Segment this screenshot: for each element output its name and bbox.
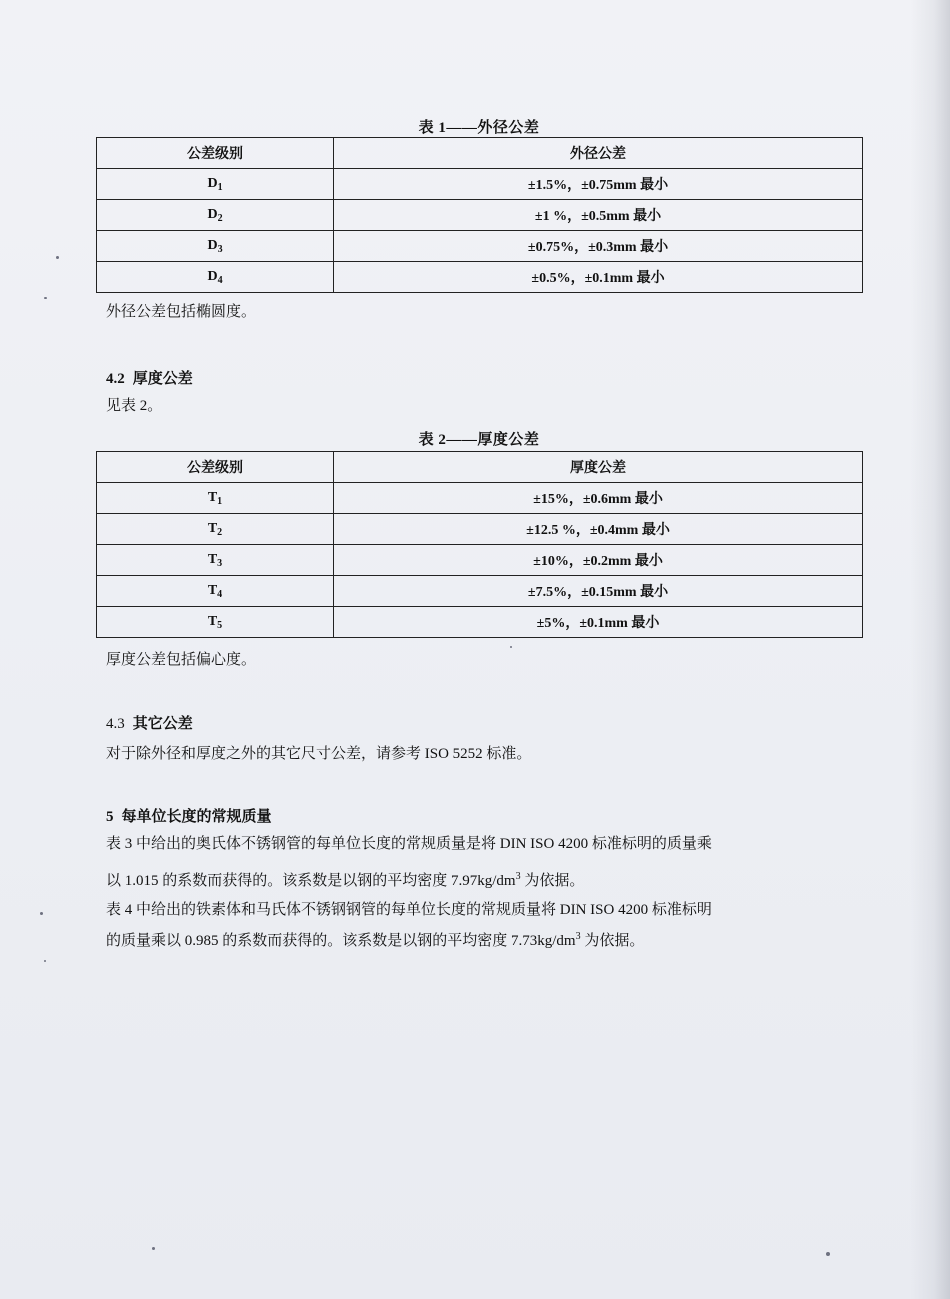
tolerance-cell: ±7.5%，±0.15mm 最小 [334,576,863,607]
page-edge-shadow [910,0,950,1299]
section-5-heading: 5 每单位长度的常规质量 [106,809,272,825]
table-row [97,607,863,638]
table2-header-grade: 公差级别 [97,452,334,483]
grade-cell: $D_1$ [97,169,334,200]
scan-speck [826,1252,830,1256]
table1-header-grade: 公差级别 [97,138,334,169]
table2-header-tolerance: 厚度公差 [334,452,863,483]
tolerance-cell: ±0.5%，±0.1mm 最小 [334,262,863,293]
table-row [97,231,863,262]
table2-thickness-tolerance [96,451,863,638]
section-5-para1-line1: 表 3 中给出的奥氏体不锈钢管的每单位长度的常规质量是将 DIN ISO 4200 标准标明的质量乘 [106,836,712,852]
table1-note: 外径公差包括椭圆度。 [106,304,257,320]
table1-outer-diameter-tolerance [96,137,863,293]
tolerance-cell: ±12.5 %，±0.4mm 最小 [334,514,863,545]
grade-cell: $D_4$ [97,262,334,293]
table-header-row [97,138,863,169]
scan-speck [56,256,59,259]
table1-header-tolerance: 外径公差 [334,138,863,169]
section-4-3-text: 对于除外径和厚度之外的其它尺寸公差，请参考 ISO 5252 标准。 [106,746,532,762]
scan-speck [44,960,46,962]
tolerance-cell: ±1.5%，±0.75mm 最小 [334,169,863,200]
scan-speck [510,646,512,648]
tolerance-cell: ±5%，±0.1mm 最小 [334,607,863,638]
scan-speck [152,1247,155,1250]
section-5-para1-line2: 以 1.015 的系数而获得的。该系数是以钢的平均密度 $7.97kg/dm^3$ 为依据。 [106,871,585,889]
grade-cell: $T_5$ [97,607,334,638]
table-header-row [97,452,863,483]
table1-caption: 表 1——外径公差 [418,120,540,136]
table-row [97,483,863,514]
table-row [97,169,863,200]
table-row [97,545,863,576]
scan-speck [44,297,47,299]
section-4-2-text: 见表 2。 [106,398,163,414]
grade-cell: $T_1$ [97,483,334,514]
table-row [97,262,863,293]
tolerance-cell: ±0.75%，±0.3mm 最小 [334,231,863,262]
section-4-3-heading: 4.3 其它公差 [106,716,193,732]
tolerance-cell: ±1 %，±0.5mm 最小 [334,200,863,231]
section-5-para2-line1: 表 4 中给出的铁素体和马氏体不锈钢钢管的每单位长度的常规质量将 DIN ISO 4200 标准标明 [106,902,712,918]
grade-cell: $T_4$ [97,576,334,607]
grade-cell: $D_3$ [97,231,334,262]
table2-caption: 表 2——厚度公差 [418,432,540,448]
tolerance-cell: ±10%，±0.2mm 最小 [334,545,863,576]
table-row [97,576,863,607]
scan-speck [40,912,43,915]
grade-cell: $D_2$ [97,200,334,231]
tolerance-cell: ±15%，±0.6mm 最小 [334,483,863,514]
table-row [97,200,863,231]
section-5-para2-line2: 的质量乘以 0.985 的系数而获得的。该系数是以钢的平均密度 $7.73kg/dm^3$ 为依据。 [106,931,645,949]
table-row [97,514,863,545]
section-4-2-heading: 4.2 厚度公差 [106,371,193,387]
grade-cell: $T_3$ [97,545,334,576]
table2-note: 厚度公差包括偏心度。 [106,652,257,668]
grade-cell: $T_2$ [97,514,334,545]
